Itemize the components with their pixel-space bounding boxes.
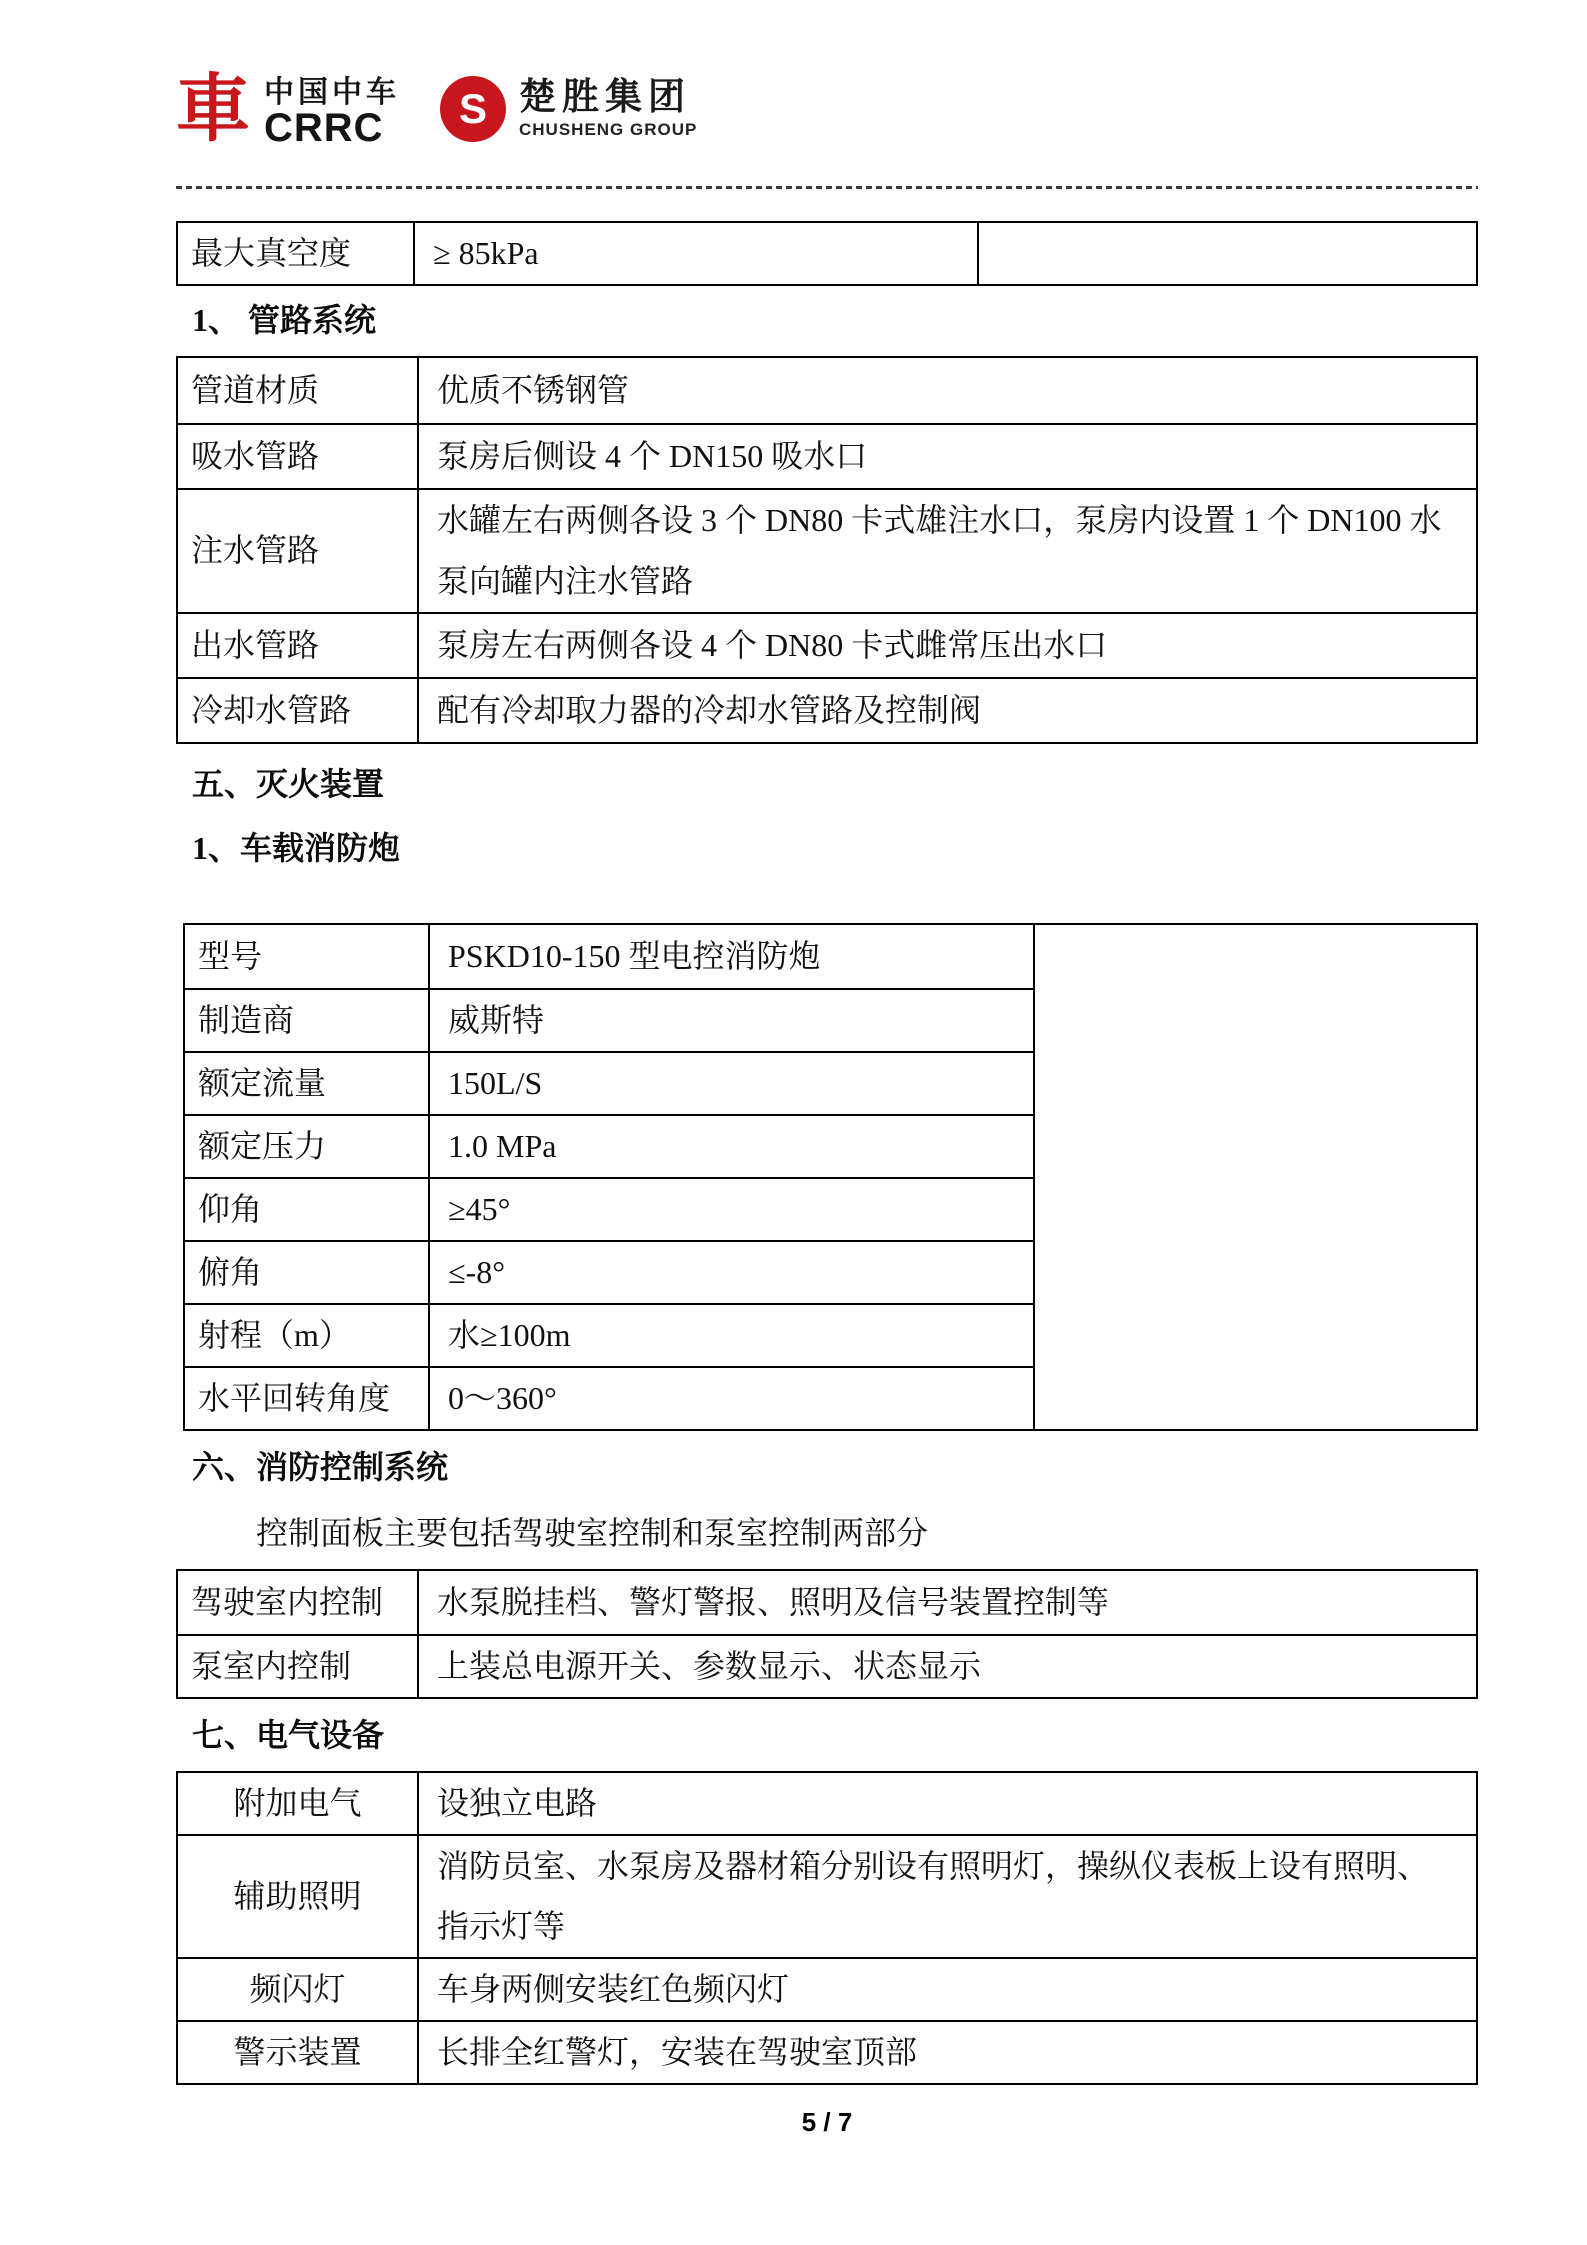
page-content <box>176 0 1478 2138</box>
table-row <box>178 358 1476 423</box>
table-row <box>185 1240 1033 1303</box>
row-label: 射程（m） <box>185 1305 430 1366</box>
row-label: 管道材质 <box>178 358 419 423</box>
table-row <box>178 423 1476 488</box>
crrc-name-en: CRRC <box>264 106 384 150</box>
row-value: 水≥100m <box>448 1316 571 1353</box>
row-extra-cell <box>977 223 1476 284</box>
row-value: ≥45° <box>448 1190 511 1227</box>
row-label: 仰角 <box>185 1179 430 1240</box>
row-value: 设独立电路 <box>437 1784 598 1821</box>
row-value: ≤-8° <box>448 1253 506 1290</box>
row-value: 水罐左右两侧各设 3 个 DN80 卡式雄注水口，泵房内设置 1 个 DN100 水泵向罐内注水管路 <box>437 502 1442 599</box>
section-heading-pipe-system: 1、 管路系统 <box>192 302 377 338</box>
header-divider <box>176 186 1478 189</box>
row-value: 泵房后侧设 4 个 DN150 吸水口 <box>437 438 868 475</box>
row-value: 长排全红警灯，安装在驾驶室顶部 <box>437 2033 918 2070</box>
row-value: 水泵脱挂档、警灯警报、照明及信号装置控制等 <box>437 1583 1110 1620</box>
page-header <box>176 0 1478 150</box>
row-label: 制造商 <box>185 990 430 1051</box>
row-value: 上装总电源开关、参数显示、状态显示 <box>437 1647 982 1684</box>
row-label: 驾驶室内控制 <box>178 1571 419 1634</box>
section-heading-control-system: 六、消防控制系统 <box>192 1448 449 1485</box>
crrc-logo-text <box>264 76 400 150</box>
section-heading-fire-monitor: 1、车载消防炮 <box>192 829 401 866</box>
fire-monitor-table-empty-column <box>1033 925 1476 1429</box>
row-label: 俯角 <box>185 1242 430 1303</box>
row-label: 辅助照明 <box>178 1836 419 1958</box>
control-system-table <box>176 1569 1478 1699</box>
row-label: 频闪灯 <box>178 1959 419 2020</box>
row-value: 优质不锈钢管 <box>437 372 630 409</box>
row-label: 吸水管路 <box>178 425 419 488</box>
row-value: 泵房左右两侧各设 4 个 DN80 卡式雌常压出水口 <box>437 626 1108 663</box>
table-row <box>178 1957 1476 2020</box>
table-row <box>178 488 1476 612</box>
row-label: 附加电气 <box>178 1773 419 1834</box>
pipe-system-table <box>176 356 1478 744</box>
row-label: 额定流量 <box>185 1053 430 1114</box>
row-value: 0～360° <box>448 1379 557 1416</box>
row-value: ≥ 85kPa <box>433 235 539 272</box>
table-row <box>185 988 1033 1051</box>
table-row <box>185 1114 1033 1177</box>
chusheng-name-cn: 楚胜集团 <box>519 77 691 118</box>
table-row <box>185 1177 1033 1240</box>
row-value: 150L/S <box>448 1064 543 1101</box>
row-label: 型号 <box>185 925 430 988</box>
row-value: 车身两侧安装红色频闪灯 <box>437 1971 790 2008</box>
row-value: 消防员室、水泵房及器材箱分别设有照明灯，操纵仪表板上设有照明、指示灯等 <box>437 1847 1430 1945</box>
row-label: 最大真空度 <box>178 223 415 284</box>
chusheng-name-en: CHUSHENG GROUP <box>519 120 698 139</box>
crrc-logo-icon: 車 <box>176 67 250 150</box>
table-row <box>178 1834 1476 1958</box>
fire-monitor-table-rows <box>185 925 1033 1429</box>
table-row <box>178 1773 1476 1834</box>
row-value: PSKD10-150 型电控消防炮 <box>448 937 821 974</box>
page-number: 5 / 7 <box>801 2106 853 2137</box>
section-heading-electric-equipment: 七、电气设备 <box>192 1716 385 1753</box>
row-label: 警示装置 <box>178 2022 419 2083</box>
section-heading-extinguishing-device: 五、灭火装置 <box>192 765 385 802</box>
table-row <box>178 1571 1476 1634</box>
chusheng-logo-text <box>519 76 697 141</box>
chusheng-logo-icon: S <box>440 76 506 142</box>
table-row <box>178 2020 1476 2083</box>
row-label: 额定压力 <box>185 1116 430 1177</box>
table-row <box>185 1303 1033 1366</box>
table-row <box>178 223 1476 284</box>
table-row <box>178 1634 1476 1697</box>
electric-equipment-table <box>176 1771 1478 2085</box>
row-value: 配有冷却取力器的冷却水管路及控制阀 <box>437 691 982 728</box>
row-label: 冷却水管路 <box>178 679 419 742</box>
control-system-intro: 控制面板主要包括驾驶室控制和泵室控制两部分 <box>256 1514 929 1551</box>
fire-monitor-table <box>183 923 1478 1431</box>
table-row <box>185 925 1033 988</box>
row-label: 泵室内控制 <box>178 1636 419 1697</box>
row-label: 水平回转角度 <box>185 1368 430 1429</box>
table-row <box>178 612 1476 677</box>
vacuum-spec-table <box>176 221 1478 286</box>
row-label: 注水管路 <box>178 490 419 612</box>
row-value: 威斯特 <box>448 1001 545 1038</box>
table-row <box>185 1051 1033 1114</box>
table-row <box>178 677 1476 742</box>
row-value: 1.0 MPa <box>448 1127 557 1164</box>
row-label: 出水管路 <box>178 614 419 677</box>
crrc-name-cn: 中国中车 <box>264 76 400 109</box>
table-row <box>185 1366 1033 1429</box>
